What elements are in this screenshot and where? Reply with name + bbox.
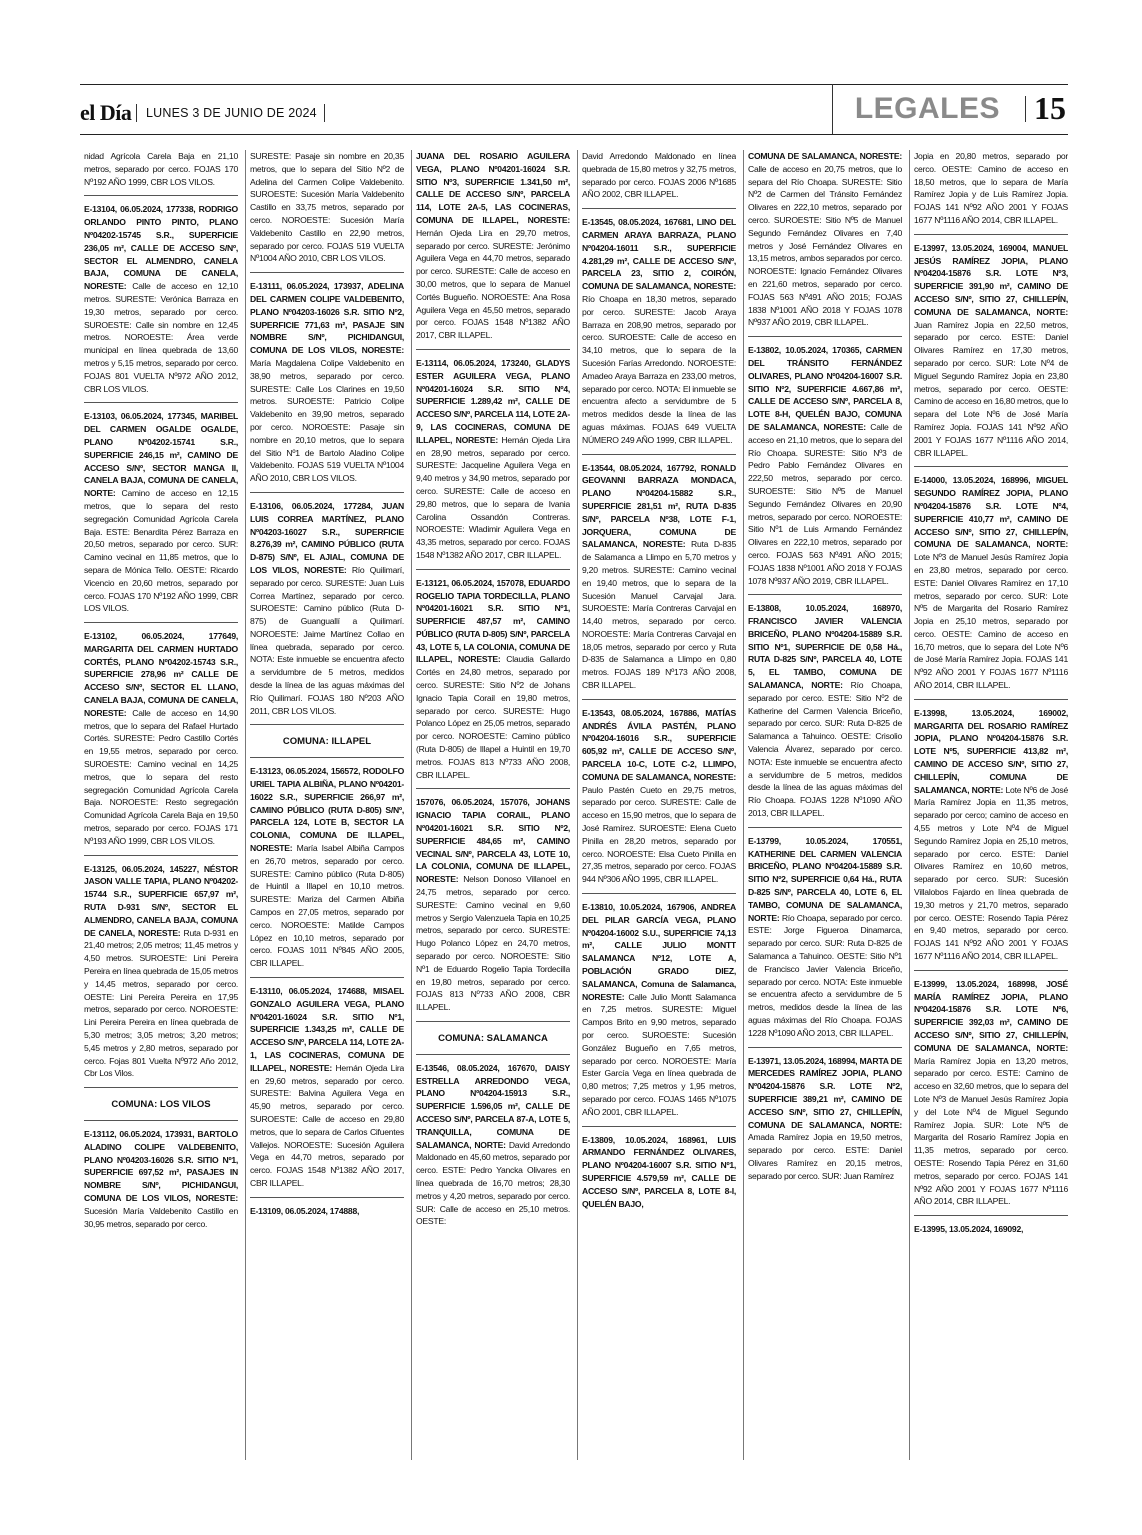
legal-notice: [748, 1055, 902, 1190]
notice-body: Hernán Ojeda Lira en 29,70 metros, separado por cerco. SURESTE: Jerónimo Aguilera Vega en 44,70 metros, separado por cerco. SURESTE: Calle de acceso en 30,00 metros, que lo separa de Manuel Cortés Bugueño. NOROESTE: Ana Rosa Aguilera Vega en 45,50 metros, separado por cerco. FOJAS 1548 Nº1382 AÑO 2017, CBR ILLAPEL.: [416, 227, 570, 341]
notice-heading: E-13110, 06.05.2024, 174688, MISAEL GONZALO AGUILERA VEGA, PLANO Nº04201-16024 S.R. SITIO Nº1, SUPERFICIE 1.343,25 m², CALLE DE ACCESO S/Nº, PARCELA 114, LOTE 2A-1, LAS COCINERAS, COMUNA DE ILLAPEL, NORESTE:: [250, 986, 404, 1073]
notice-heading: E-13114, 06.05.2024, 173240, GLADYS ESTER AGUILERA VEGA, PLANO Nº04201-16024 S.R. SITIO Nº4, SUPERFICIE 1.289,42 m², CALLE DE ACCESO S/Nº, PARCELA 114, LOTE 2A-9, LAS COCINERAS, COMUNA DE ILLAPEL, NORESTE:: [416, 357, 570, 445]
notice-body: Paulo Pastén Cueto en 29,75 metros, separado por cerco. SURESTE: Calle de acceso en 15,90 metros, que lo separa de José Ramírez. SUROESTE: Elena Cueto Pinilla en 28,20 metros, separado por cerco. NOROESTE: Elsa Cueto Pinilla en 27,35 metros, separado por cerco. FOJAS 944 Nº306 AÑO 1995, CBR ILLAPEL.: [582, 784, 736, 885]
legal-notice: [914, 150, 1068, 235]
notice-heading: E-13103, 06.05.2024, 177345, MARIBEL DEL CARMEN OGALDE OGALDE, PLANO Nº04202-15741 S.R., SUPERFICIE 246,15 m², CAMINO DE ACCESO S/Nº, SECTOR MANGA II, CANELA BAJA, COMUNA DE CANELA, NORTE:: [84, 411, 238, 499]
notice-heading: E-13121, 06.05.2024, 157078, EDUARDO ROGELIO TAPIA TORDECILLA, PLANO Nº04201-16021 S.R. SITIO Nº1, SUPERFICIE 487,57 m², CAMINO PÚBLICO (RUTA D-805) S/Nº, PARCELA 43, LOTE 5, LA COLONIA, COMUNA DE ILLAPEL, NORESTE:: [416, 577, 570, 665]
legal-notice: [582, 1134, 736, 1218]
legal-notice: [84, 150, 238, 196]
legal-notice: [84, 863, 238, 1089]
notice-heading: E-13104, 06.05.2024, 177338, RODRIGO ORLANDO PINTO PINTO, PLANO Nº04202-15745 S.R., SUPERFICIE 236,05 m², CALLE DE ACCESO S/Nº, SECTOR EL ALMENDRO, CANELA BAJA, COMUNA DE CANELA, NORESTE:: [84, 204, 238, 292]
notice-body: Calle de acceso en 21,10 metros, que lo separa del Río Choapa. SURESTE: Sitio Nº3 de Pedro Pablo Fernández Olivares en 222,50 metros, separado por cerco. SUROESTE: Sitio Nº5 de Manuel Segundo Fernández Olivares en 20,90 metros, separado por cerco. NOROESTE: Sitio Nº1 de Luis Armando Fernández Olivares en 222,10 metros, separado por cerco. FOJAS 563 Nº491 AÑO 2015; FOJAS 1838 Nº1001 AÑO 2018 Y FOJAS 1078 Nº937 AÑO 2019, CBR ILLAPEL.: [748, 421, 902, 586]
legal-notice: [416, 1062, 570, 1235]
column: [84, 150, 238, 1460]
legal-notice: [416, 357, 570, 570]
top-rule: [80, 84, 1068, 85]
notice-body: Juan Ramírez Jopia en 22,50 metros, separado por cerco. ESTE: Daniel Olivares Ramírez en 17,30 metros, separado por cerco. SUR: Lote Nº4 de Miguel Segundo Ramírez Jopia en 23,80 metros, separado por cerco. OESTE: Camino de acceso en 16,80 metros, que lo separa del Lote Nº6 de José María Ramírez Jopia. FOJAS 141 Nº92 AÑO 2001 Y FOJAS 1677 Nº1116 AÑO 2014, CBR ILLAPEL.: [914, 319, 1068, 458]
notice-body: Calle de acceso en 20,75 metros, que lo separa del Río Choapa. SURESTE: Sitio Nº2 de Carmen del Tránsito Fernández Olivares en 222,10 metros, separado por cerco. SUROESTE: Sitio Nº5 de Manuel Segundo Fernández Olivares en 7,40 metros y José Fernández Olivares en 13,15 metros, ambos separados por cerco. NOROESTE: Ignacio Fernández Olivares en 221,60 metros, separado por cerco. FOJAS 563 Nº491 AÑO 2015; FOJAS 1838 Nº1001 AÑO 2018 Y FOJAS 1078 Nº937 AÑO 2019, CBR ILLAPEL.: [748, 163, 902, 328]
notice-body: Río Quilimarí, separado por cerco. SURESTE: Juan Luis Correa Martínez, separado por cerco. SUROESTE: Camino público (Ruta D-875) de Guanguallí a Quilimarí. NOROESTE: Jaime Martínez Collao en línea quebrada, separado por cerco. NOTA: Este inmueble se encuentra afecto a servidumbre de 5 metros, medidos desde la línea de las aguas máximas del Río Quilimarí. FOJAS 180 Nº203 AÑO 2011, CBR LOS VILOS.: [250, 564, 404, 716]
notice-body: Camino de acceso en 12,15 metros, que lo separa del resto segregación Comunidad Agrícola Carela Baja. ESTE: Benardita Pérez Barraza en 20,50 metros, separado por cerco. SUR: Camino vecinal en 11,85 metros, que lo separa de Mónica Tello. OESTE: Ricardo Vicencio en 20,60 metros, separado por cerco. FOJAS 170 Nº192 AÑO 1999, CBR LOS VILOS.: [84, 488, 238, 614]
notice-heading: E-13545, 08.05.2024, 167681, LINO DEL CARMEN ARAYA BARRAZA, PLANO Nº04204-16011 S.R., SUPERFICIE 4.281,29 m², CALLE DE ACCESO S/Nº, PARCELA 23, SITIO 2, COIRÓN, COMUNA DE SALAMANCA, NORESTE:: [582, 217, 736, 292]
notice-heading: E-13112, 06.05.2024, 173931, BARTOLO ALADINO COLIPE VALDEBENITO, PLANO Nº04203-16026 S.R. SITIO Nº1, SUPERFICIE 697,52 m², PASAJES IN NOMBRE S/Nº, PICHIDANGUI, COMUNA DE LOS VILOS, NORESTE:: [84, 1128, 238, 1203]
legal-notice: [748, 835, 902, 1048]
notice-body: Sucesión María Valdebenito Castillo en 30,95 metros, separado por cerco.: [84, 1205, 238, 1229]
legal-notice: [250, 765, 404, 978]
notice-heading: E-13546, 08.05.2024, 167670, DAISY ESTRELLA ARREDONDO VEGA, PLANO Nº04204-15913 S.R., SUPERFICIE 1.596,05 m², CALLE DE ACCESO S/Nº, PARCELA 87-A, LOTE 5, TRANQUILLA, COMUNA DE SALAMANCA, NORTE:: [416, 1062, 570, 1150]
column: [250, 150, 404, 1460]
notice-heading: E-13544, 08.05.2024, 167792, RONALD GEOVANNI BARRAZA MONDACA, PLANO Nº04204-15882 S.R., SUPERFICIE 281,51 m², RUTA D-835 S/Nº, PARCELA Nº38, LOTE F-1, JORQUERA, COMUNA DE SALAMANCA, NORESTE:: [582, 462, 736, 550]
header-divider: [1025, 96, 1026, 122]
notice-heading: JUANA DEL ROSARIO AGUILERA VEGA, PLANO Nº04201-16024 S.R. SITIO Nº3, SUPERFICIE 1.341,50 m², CALLE DE ACCESO S/Nº, PARCELA 114, LOTE 2A-5, LAS COCINERAS, COMUNA DE ILLAPEL, NORESTE:: [416, 151, 570, 225]
legal-notice: [582, 216, 736, 454]
legal-notice: [416, 796, 570, 1022]
legal-notice: [582, 150, 736, 209]
section-divider: [832, 84, 833, 134]
notice-body: Lote Nº3 de Manuel Jesús Ramírez Jopia en 23,80 metros, separado por cerco. ESTE: Daniel Olivares Ramírez en 17,10 metros, separado por cerco. SUR: Lote Nº5 de Margarita del Rosario Ramírez Jopia en 25,10 metros, separado por cerco. OESTE: Camino de acceso en 16,70 metros, que lo separa del Lote Nº6 de José María Ramírez Jopia. FOJAS 141 Nº92 AÑO 2001 Y FOJAS 1677 Nº1116 AÑO 2014, CBR ILLAPEL.: [914, 552, 1068, 691]
legal-notice: [84, 630, 238, 856]
column: [914, 150, 1068, 1460]
notice-body: David Arredondo Maldonado en 45,60 metros, separado por cerco. ESTE: Pedro Yancka Olivares en línea quebrada de 16,70 metros; 28,30 metros y 4,20 metros, separado por cerco. SUR: Calle de acceso en 25,10 metros. OESTE:: [416, 1139, 570, 1227]
notice-heading: E-13125, 06.05.2024, 145227, NÉSTOR JASON VALLE TAPIA, PLANO Nº04202-15744 S.R., SUPERFICIE 657,97 m², RUTA D-931 S/Nº, SECTOR EL ALMENDRO, CANELA BAJA, COMUNA DE CANELA, NORESTE:: [84, 863, 238, 938]
page-header: [80, 90, 1068, 134]
notice-heading: E-13998, 13.05.2024, 169002, MARGARITA DEL ROSARIO RAMÍREZ JOPIA, PLANO Nº04204-15876 S.R. LOTE Nº5, SUPERFICIE 413,82 m², CAMINO DE ACCESO S/Nº, SITIO 27, CHILLEPÍN, COMUNA DE SALAMANCA, NORTE:: [914, 707, 1068, 795]
notice-body: Lote Nº6 de José María Ramírez Jopia en 11,35 metros, separado por cerco; camino de acceso en 4,55 metros y Lote Nº4 de Miguel Segundo Ramírez Jopia en 25,10 metros, separado por cerco. ESTE: Daniel Olivares Ramírez en 10,60 metros, separado por cerco. SUR: Sucesión Villalobos Fajardo en línea quebrada de 19,30 metros y 21,70 metros, separado por cerco. OESTE: Rosendo Tapia Pérez en 9,40 metros, separado por cerco. FOJAS 141 Nº92 AÑO 2001 Y FOJAS 1677 Nº1116 AÑO 2014, CBR ILLAPEL.: [914, 784, 1068, 962]
legal-notice: [914, 707, 1068, 971]
section-title: LEGALES: [854, 92, 1000, 125]
page-number: 15: [1034, 90, 1066, 126]
masthead-logo: el Día: [80, 100, 132, 125]
commune-heading: COMUNA: LOS VILOS: [84, 1095, 238, 1121]
notice-heading: E-13111, 06.05.2024, 173937, ADELINA DEL CARMEN COLIPE VALDEBENITO, PLANO Nº04203-16026 S.R. SITIO Nº2, SUPERFICIE 771,63 m², PASAJE SIN NOMBRE S/Nº, PICHIDANGUI, COMUNA DE LOS VILOS, NORESTE:: [250, 281, 404, 356]
notice-body: Río Choapa, separado por cerco. ESTE: Jorge Figueroa Dinamarca, separado por cerco. SUR: Ruta D-825 de Salamanca a Tahuinco. OESTE: Sitio Nº1 de Francisco Javier Valencia Briceño, separado por cerco. NOTA: Este inmueble se encuentra afecto a servidumbre de 5 metros, medidos desde la línea de las aguas máximas del Río Choapa. FOJAS 1228 Nº1090 AÑO 2013, CBR ILLAPEL.: [748, 912, 902, 1038]
notice-body: Calle de acceso en 14,90 metros, que lo separa del Rafael Hurtado Cortés. SURESTE: Pedro Castillo Cortés en 19,55 metros, separado por cerco. SUROESTE: Camino vecinal en 14,25 metros, que lo separa del resto segregación Comunidad Agrícola Carela Baja. NOROESTE: Resto segregación Comunidad Agrícola Carela Baja en 19,50 metros, separado por cerco. FOJAS 171 Nº193 AÑO 1999, CBR LOS VILOS.: [84, 707, 238, 846]
legal-notice: [748, 344, 902, 595]
notice-heading: E-13102, 06.05.2024, 177649, MARGARITA DEL CARMEN HURTADO CORTÉS, PLANO Nº04202-15743 S.R., SUPERFICIE 278,96 m² CALLE DE ACCESO S/Nº, SECTOR EL LLANO, CANELA BAJA, COMUNA DE CANELA, NORESTE:: [84, 631, 238, 718]
legal-notices: [84, 150, 1068, 1460]
legal-notice: [582, 462, 736, 700]
notice-heading: E-13543, 08.05.2024, 167886, MATÍAS ANDRÉS ÁVILA PASTÉN, PLANO Nº04204-16016 S.R., SUPERFICIE 605,92 m², CALLE DE ACCESO S/Nº, PARCELA 10-C, LOTE C-2, LLIMPO, COMUNA DE SALAMANCA, NORESTE:: [582, 707, 736, 782]
notice-heading: E-13802, 10.05.2024, 170365, CARMEN DEL TRÁNSITO FERNÁNDEZ OLIVARES, PLANO Nº04204-16007 S.R. SITIO Nº2, SUPERFICIE 4.667,86 m², CALLE DE ACCESO S/Nº, PARCELA 8, LOTE 8-H, QUELÉN BAJO, COMUNA DE SALAMANCA, NORESTE:: [748, 345, 902, 432]
legal-notice: [914, 242, 1068, 468]
notice-body: Hernán Ojeda Lira en 28,90 metros, separado por cerco. SURESTE: Jacqueline Aguilera Vega en 9,40 metros y 34,90 metros, separado por cerco. SURESTE: Calle de acceso en 29,80 metros, que lo separa de Ivania Carolina Ossandón Contreras. NOROESTE: Wladimir Aguilera Vega en 43,35 metros, separado por cerco. FOJAS 1548 Nº1382 AÑO 2017, CBR ILLAPEL.: [416, 434, 570, 560]
commune-heading: COMUNA: SALAMANCA: [416, 1029, 570, 1055]
notice-body: nidad Agrícola Carela Baja en 21,10 metros, separado por cerco. FOJAS 170 Nº192 AÑO 1999, CBR LOS VILOS.: [84, 151, 238, 187]
legal-notice: [914, 1223, 1068, 1243]
notice-body: Amada Ramírez Jopia en 19,50 metros, separado por cerco. ESTE: Daniel Olivares Ramírez en 20,15 metros, separado por cerco. SUR: Juan Ramírez: [748, 1132, 902, 1181]
legal-notice: [84, 1128, 238, 1237]
legal-notice: [84, 203, 238, 403]
notice-body: Ruta D-931 en 21,40 metros; 2,05 metros; 11,45 metros y 4,50 metros. SUROESTE: Lini Pereira Pereira en línea quebrada de 15,05 metros y 14,45 metros, separado por cerco. OESTE: Lini Pereira Pereira en 17,95 metros, separado por cerco. NOROESTE: Lini Pereira Pereira en línea quebrada de 5,30 metros; 3,05 metros; 3,20 metros; 5,45 metros y 2,80 metros, separado por cerco. Fojas 801 Vuelta Nº972 Año 2012, Cbr Los Vilos.: [84, 927, 238, 1079]
legal-notice: [250, 150, 404, 273]
header-divider: [136, 104, 137, 122]
legal-notice: [250, 500, 404, 726]
legal-notice: [416, 150, 570, 350]
legal-notice: [84, 410, 238, 623]
notice-heading: E-13809, 10.05.2024, 168961, LUIS ARMANDO FERNÁNDEZ OLIVARES, PLANO Nº04204-16007 S.R. SITIO Nº1, SUPERFICIE 4.579,59 m², CALLE DE ACCESO S/Nº, PARCELA 8, LOTE 8-I, QUELÉN BAJO,: [582, 1134, 736, 1209]
notice-body: María Isabel Albiña Campos en 26,70 metros, separado por cerco. SURESTE: Camino público (Ruta D-805) de Huintil a Illapel en 10,10 metros. SURESTE: Mariza del Carmen Albiña Campos en 27,05 metros, separado por cerco. NOROESTE: Matilde Campos López en 10,10 metros, separado por cerco. FOJAS 1011 Nº845 AÑO 2005, CBR ILLAPEL.: [250, 843, 404, 969]
legal-notice: [582, 901, 736, 1127]
notice-body: Claudia Gallardo Cortés en 24,80 metros, separado por cerco. SURESTE: Sitio Nº2 de Johans Ignacio Tapia Corail en 19,80 metros, separado por cerco. SURESTE: Hugo Polanco López en 25,05 metros, separado por cerco. NOROESTE: Camino público (Ruta D-805) de Illapel a Huintil en 19,70 metros. FOJAS 813 Nº733 AÑO 2008, CBR ILLAPEL.: [416, 654, 570, 780]
notice-heading: E-13997, 13.05.2024, 169004, MANUEL JESÚS RAMÍREZ JOPIA, PLANO Nº04204-15876 S.R. LOTE Nº3, SUPERFICIE 391,90 m², CAMINO DE ACCESO S/Nº, SITIO 27, CHILLEPÍN, COMUNA DE SALAMANCA, NORTE:: [914, 242, 1068, 317]
legal-notice: [914, 978, 1068, 1216]
notice-body: Calle Julio Montt Salamanca en 7,25 metros. SURESTE: Miguel Campos Brito en 9,90 metros, separado por cerco. SUROESTE: Sucesión González Bugueño en 7,65 metros, separado por cerco. NOROESTE: María Ester García Vega en línea quebrada de 0,80 metros; 7,25 metros y 1,95 metros, separado por cerco. FOJAS 1465 Nº1075 AÑO 2001, CBR ILLAPEL.: [582, 991, 736, 1117]
column: [416, 150, 570, 1460]
legal-notice: [416, 577, 570, 790]
legal-notice: [914, 474, 1068, 700]
legal-notice: [250, 1205, 404, 1225]
notice-body: SURESTE: Pasaje sin nombre en 20,35 metros, que lo separa del Sitio Nº2 de Adelina del Carmen Colipe Valdebenito. SUROESTE: Sucesión María Valdebenito Castillo en 33,75 metros, separado por cerco. NOROESTE: Sucesión María Valdebenito Castillo en 22,90 metros, separado por cerco. FOJAS 519 VUELTA Nº1004 AÑO 2010, CBR LOS VILOS.: [250, 151, 404, 264]
issue-date: LUNES 3 DE JUNIO DE 2024: [146, 106, 317, 120]
column: [582, 150, 736, 1460]
notice-heading: E-13999, 13.05.2024, 168998, JOSÉ MARÍA RAMÍREZ JOPIA, PLANO Nº04204-15876 S.R. LOTE Nº6, SUPERFICIE 392,03 m², CAMINO DE ACCESO S/Nº, SITIO 27, CHILLEPÍN, COMUNA DE SALAMANCA, NORTE:: [914, 978, 1068, 1053]
notice-body: María Ramírez Jopia en 13,20 metros, separado por cerco. ESTE: Camino de acceso en 32,60 metros, que lo separa del Lote Nº3 de Manuel Jesús Ramírez Jopia y del Lote Nº4 de Miguel Segundo Ramírez Jopia. SUR: Lote Nº5 de Margarita del Rosario Ramírez Jopia en 11,35 metros, separado por cerco. OESTE: Rosendo Tapia Pérez en 31,60 metros, separado por cerco. FOJAS 141 Nº92 AÑO 2001 Y FOJAS 1677 Nº1116 AÑO 2014, CBR ILLAPEL.: [914, 1055, 1068, 1207]
notice-body: Calle de acceso en 12,10 metros. SURESTE: Verónica Barraza en 19,30 metros, separado por cerco. SUROESTE: Calle sin nombre en 12,45 metros. NOROESTE: Área verde municipal en línea quebrada de 13,60 metros y 5,15 metros, separado por cerco. FOJAS 801 VUELTA Nº972 AÑO 2012, CBR LOS VILOS.: [84, 281, 238, 394]
notice-body: Río Choapa en 18,30 metros, separado por cerco. SURESTE: Jacob Araya Barraza en 208,90 metros, separado por cerco. SUROESTE: Calle de acceso en 34,10 metros, que lo separa de la Sucesión Farías Arredondo. NOROESTE: Amadeo Araya Barraza en 233,00 metros, separado por cerco. NOTA: El inmueble se encuentra afecto a servidumbre de 5 metros medidos desde la línea de las aguas máximas. FOJAS 649 VUELTA NÚMERO 249 AÑO 1999, CBR ILLAPEL.: [582, 293, 736, 445]
notice-body: Río Choapa, separado por cerco. ESTE: Sitio Nº2 de Katherine del Carmen Valencia Briceño, separado por cerco. SUR: Ruta D-825 de Salamanca a Tahuinco. OESTE: Crisolio Valencia Álvarez, separado por cerco. NOTA: Este inmueble se encuentra afecto a servidumbre de 5 metros, medidos desde la línea de las aguas máximas del Río Choapa. FOJAS 1228 Nº1090 AÑO 2013, CBR ILLAPEL.: [748, 680, 902, 819]
notice-body: Jopia en 20,80 metros, separado por cerco. OESTE: Camino de acceso en 18,50 metros, que lo separa de María Ramírez Jopia y de Luis Ramírez Jopia. FOJAS 141 Nº92 AÑO 2001 Y FOJAS 1677 Nº1116 AÑO 2014, CBR ILLAPEL.: [914, 151, 1068, 225]
notice-body: María Magdalena Colipe Valdebenito en 38,90 metros, separado por cerco. SURESTE: Calle Los Clarines en 19,50 metros. SUROESTE: Patricio Colipe Valdebenito en 39,90 metros, separado por cerco. NOROESTE: Pasaje sin nombre en 20,10 metros, que lo separa del Sitio Nº1 de Bartolo Aladino Colipe Valdebenito. FOJAS 519 VUELTA Nº1004 AÑO 2010, CBR LOS VILOS.: [250, 357, 404, 484]
legal-notice: [250, 985, 404, 1198]
notice-heading: E-13106, 06.05.2024, 177284, JUAN LUIS CORREA MARTÍNEZ, PLANO Nº04203-16027 S.R., SUPERFICIE 8.276,39 m², CAMINO PÚBLICO (RUTA D-875) S/Nº, EL AJIAL, COMUNA DE LOS VILOS, NORESTE:: [250, 500, 404, 575]
notice-body: David Arredondo Maldonado en línea quebrada de 15,80 metros y 32,75 metros, separado por cerco. FOJAS 2006 Nº1685 AÑO 2002, CBR ILLAPEL.: [582, 151, 736, 200]
notice-body: Nelson Donoso Villanoel en 24,75 metros, separado por cerco. SURESTE: Camino vecinal en 9,60 metros y Sergio Valenzuela Tapia en 10,25 metros, separado por cerco. SURESTE: Hugo Polanco López en 24,70 metros, separado por cerco. NOROESTE: Sitio Nº1 de Eduardo Rogelio Tapia Tordecilla en 19,80 metros, separado por cerco. FOJAS 813 Nº733 AÑO 2008, CBR ILLAPEL.: [416, 874, 570, 1013]
notice-heading: 157076, 06.05.2024, 157076, JOHANS IGNACIO TAPIA CORAIL, PLANO Nº04201-16021 S.R. SITIO Nº2, SUPERFICIE 484,65 m², CAMINO VECINAL S/Nº, PARCELA 43, LOTE 10, LA COLONIA, COMUNA DE ILLAPEL, NORESTE:: [416, 797, 570, 885]
legal-notice: [582, 707, 736, 894]
notice-heading: E-13799, 10.05.2024, 170551, KATHERINE DEL CARMEN VALENCIA BRICEÑO, PLANO Nº04204-15889 S.R. SITIO Nº2, SUPERFICIE 0,64 Há., RUTA D-825 S/Nº, PARCELA 40, LOTE 6, EL TAMBO, COMUNA DE SALAMANCA, NORTE:: [748, 835, 902, 923]
notice-heading: E-13810, 10.05.2024, 167906, ANDREA DEL PILAR GARCÍA VEGA, PLANO Nº04204-16002 S.U., SUPERFICIE 74,13 m², CALLE JULIO MONTT SALAMANCA Nº12, LOTE A, POBLACIÓN GRADO DIEZ, SALAMANCA, Comuna de Salamanca, NORESTE:: [582, 902, 736, 1002]
notice-heading: E-14000, 13.05.2024, 168996, MIGUEL SEGUNDO RAMÍREZ JOPIA, PLANO Nº04204-15876 S.R. LOTE Nº4, SUPERFICIE 410,77 m², CAMINO DE ACCESO S/Nº, SITIO 27, CHILLEPÍN, COMUNA DE SALAMANCA, NORTE:: [914, 475, 1068, 550]
legal-notice: [748, 150, 902, 337]
notice-body: Hernán Ojeda Lira en 29,60 metros, separado por cerco. SURESTE: Balvina Aguilera Vega en 45,90 metros, separado por cerco. SUROESTE: Calle de acceso en 29,80 metros, que lo separa de Carlos Cifuentes Vallejos. NOROESTE: Sucesión Aguilera Vega en 44,70 metros, separado por cerco. FOJAS 1548 Nº1382 AÑO 2017, CBR ILLAPEL.: [250, 1062, 404, 1188]
legal-notice: [748, 602, 902, 828]
legal-notice: [250, 280, 404, 493]
notice-body: Ruta D-835 de Salamanca a Llimpo en 5,70 metros y 9,20 metros. SURESTE: Camino vecinal en 19,40 metros, que lo separa de la Sucesión Manuel Carvajal Jara. SUROESTE: María Contreras Carvajal en 14,40 metros, separado por cerco. NOROESTE: María Contreras Carvajal en 18,05 metros, separado por cerco y Ruta D-835 de Salamanca a Llimpo en 0,80 metros. FOJAS 189 Nº173 AÑO 2008, CBR ILLAPEL.: [582, 539, 736, 691]
notice-heading: COMUNA DE SALAMANCA, NORESTE:: [748, 151, 902, 161]
column: [748, 150, 902, 1460]
commune-heading: COMUNA: ILLAPEL: [250, 732, 404, 758]
header-divider: [324, 104, 325, 122]
notice-heading: E-13109, 06.05.2024, 174888,: [250, 1205, 360, 1216]
notice-heading: E-13995, 13.05.2024, 169092,: [914, 1224, 1024, 1235]
header-rule: [80, 134, 1068, 135]
notice-heading: E-13971, 13.05.2024, 168994, MARTA DE MERCEDES RAMÍREZ JOPIA, PLANO Nº04204-15876 S.R. LOTE Nº2, SUPERFICIE 389,21 m², CAMINO DE ACCESO S/Nº, SITIO 27, CHILLEPÍN, COMUNA DE SALAMANCA, NORTE:: [748, 1055, 902, 1130]
notice-heading: E-13808, 10.05.2024, 168970, FRANCISCO JAVIER VALENCIA BRICEÑO, PLANO Nº04204-15889 S.R. SITIO Nº1, SUPERFICIE DE 0,58 Há., RUTA D-825 S/Nº, PARCELA 40, LOTE 5, EL TAMBO, COMUNA DE SALAMANCA, NORTE:: [748, 603, 902, 691]
notice-heading: E-13123, 06.05.2024, 156572, RODOLFO URIEL TAPIA ALBIÑA, PLANO Nº04201-16022 S.R., SUPERFICIE 266,97 m², CAMINO PÚBLICO (RUTA D-805) S/Nº, PARCELA 124, LOTE B, SECTOR LA COLONIA, COMUNA DE ILLAPEL, NORESTE:: [250, 766, 404, 854]
